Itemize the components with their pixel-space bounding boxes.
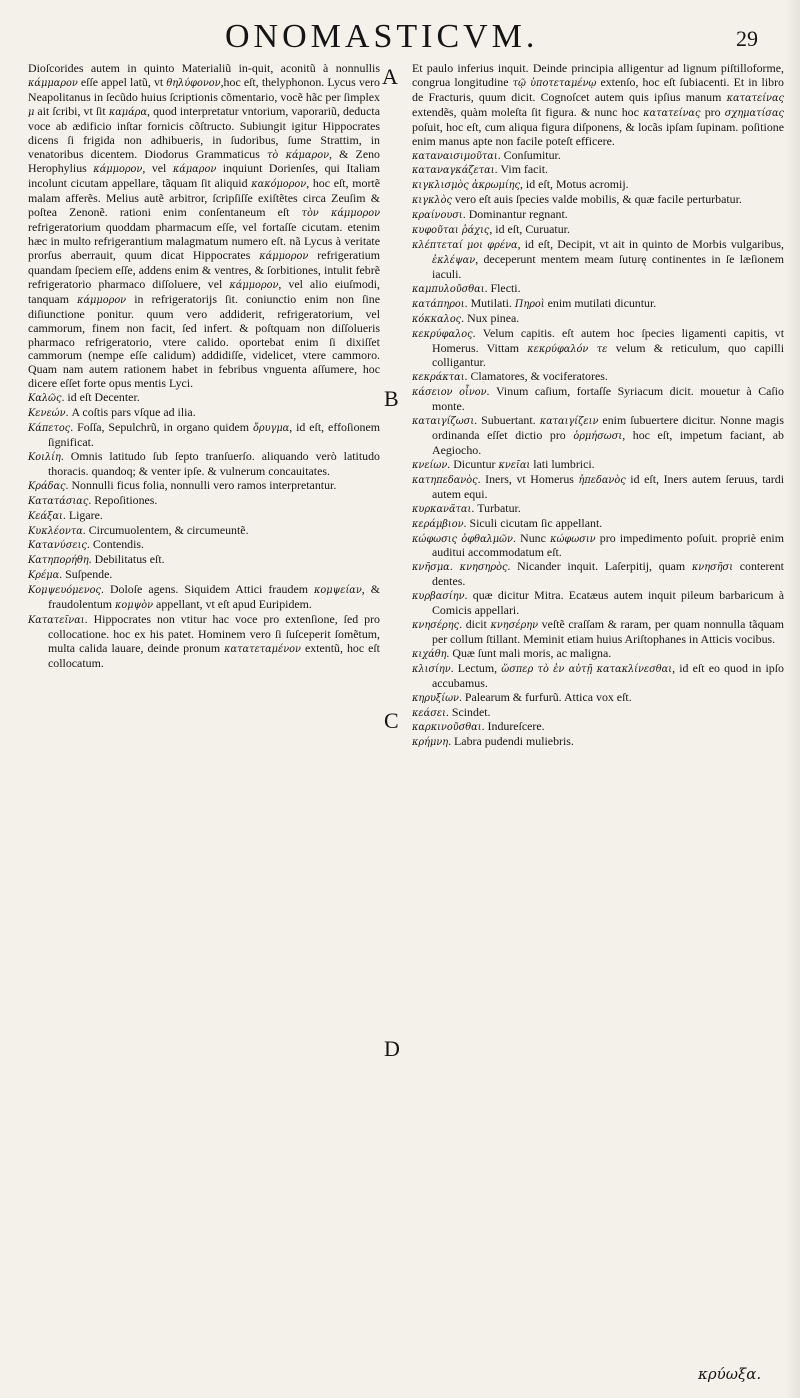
- headword: καρκινοῦσθαι: [412, 722, 482, 734]
- headword: Κατανύσεις: [28, 540, 87, 552]
- entry-text: . Flecti.: [484, 280, 521, 295]
- greek-term: κώφωσιν: [550, 533, 596, 545]
- lexicon-entry: [28, 450, 380, 479]
- lexicon-entry: [28, 391, 380, 406]
- entry-text: . Labra pudendi muliebris.: [448, 734, 574, 749]
- entry-text: . Subuertant.: [474, 413, 540, 428]
- lexicon-entry: [412, 706, 784, 721]
- lexicon-entry: [412, 458, 784, 473]
- entry-text: . Contendis.: [86, 537, 145, 552]
- entry-text: lati lumbrici.: [530, 456, 595, 471]
- greek-term: ὥσπερ τὸ ἐν αὐτῇ κατακλίνεσθαι: [501, 663, 673, 675]
- right-column: [412, 62, 784, 1382]
- lexicon-entry: [28, 613, 380, 671]
- headword: κλέπτεταί μοι φρένα: [412, 240, 518, 252]
- headword: κηρυξίων: [412, 692, 459, 704]
- lexicon-entry: [412, 370, 784, 385]
- headword: κιγκλισμὸς ἀκρωμίης: [412, 180, 520, 192]
- entry-text: , id eſt, Curuatur.: [489, 222, 570, 237]
- entry-text: appellant, vt eſt apud Euripidem.: [153, 597, 312, 612]
- entry-text: , hoc eſt, impetum faciant, ab Aegiocho.: [432, 428, 784, 457]
- lexicon-entry: [412, 178, 784, 193]
- greek-term: καταιγίζειν: [539, 416, 599, 428]
- greek-term: κατατεταμένον: [224, 643, 301, 655]
- lexicon-entry: [412, 327, 784, 371]
- lexicon-entry: [412, 691, 784, 706]
- lexicon-entry: [28, 494, 380, 509]
- greek-term: κάμμορον: [229, 279, 279, 291]
- headword: κατάπηροι: [412, 298, 465, 310]
- headword: καταιγίζωσι: [412, 416, 475, 428]
- greek-term: κομψείαν: [313, 585, 362, 597]
- lexicon-entry: [412, 473, 784, 502]
- lexicon-entry: [412, 238, 784, 282]
- entry-text: . Vim facit.: [494, 162, 549, 177]
- headword: Κατηπορήθη: [28, 555, 89, 567]
- headword: καταναισιμοῦται: [412, 150, 498, 162]
- greek-term: Πηροὶ: [514, 298, 545, 310]
- right-entry-list: [412, 149, 784, 751]
- greek-term: τὸ κάμαρον: [267, 149, 329, 161]
- lexicon-entry: [412, 720, 784, 735]
- lexicon-entry: [28, 421, 380, 450]
- entry-text: . Nicander inquit. Laſerpitij, quam: [507, 559, 692, 574]
- lexicon-entry: [412, 517, 784, 532]
- headword: κυφοῦται ῥάχις: [412, 225, 490, 237]
- entry-text: . Nonnulli ficus folia, nonnulli vero ramos interpretantur.: [65, 477, 337, 492]
- entry-text: . Repoſitiones.: [88, 492, 158, 507]
- catchword: κρύωξα.: [698, 1365, 762, 1383]
- entry-text: . Doloſe agens. Siquidem Attici fraudem: [101, 582, 314, 597]
- left-paragraph: Dioſcorides autem in quinto Materialiũ in-quit, aconitũ à nonnullis κάμμαρον eſſe appel latũ, vt θηλύφονον,hoc eſt, thelyphonon. Lycus vero Neapolitanus in ſecũdo huius ſcriptionis cõmentario, vocẽ hãc per ſimplex μ ait ſcribi, vt ſit καμάρα, quod interpretatur vntorium, vaporariũ, deducta voce ab ædificio inſtar fornicis cõſtructo. Subiungit igitur Hippocrates dicens ſi frigida non adhibueris, in ſudoribus, ſume Strattim, in venatoribus dicentem. Diodorus Grammaticus τὸ κάμαρον, & Zeno Herophylius κάμμορον, vel κάμαρον inquiunt Dorienſes, qui Italiam incolunt cicutam appellare, tãquam ſit aliquid κακόμορον, hoc eſt, mortẽ malam afferẽs. Melius autẽ arbitror, ſcripſiſſe exiſtẽtes circa Zeuſim & poſtea Zenonẽ. rationi enim conſentaneum eſt τὸν κάμμορον refrigeratorium quoddam pharmacum eſſe, vel fortaſſe cicutam. etenim hæc in multo refrigerantium malagmatum numero eſt. nã Lycus à veritate prorſus aberrauit, quum dicat Hippocrates κάμμορον refrigeratium quandam ſpeciem eſſe, addens enim & ventres, & ſorbitiones, intulit febrẽ refrigeratorio pharmaco diſſoluere, vel κάμμορον, vel alio eiuſmodi, tanquam κάμμορον in refrigeratorijs ſit. coniunctio enim non ſine diſiunctione ponitur. quum vero addiderit, refrigeratorium, vel cammorum, finem non facit, ſed infert. & poſtquam non diſſolueris pharmaco refrigeratorio, vtere calido. oportebat enim ſi dixiſſet cammorum (nempe eſſe calidum) addidiſſe, videlicet, vtere cammoro. Quam nam autem rationem habet in febribus vnguenta aſſumere, hoc dicere eſſet forte opus mentis Lyci.: [28, 61, 381, 391]
- greek-term: τὸν κάμμορον: [301, 208, 380, 220]
- greek-term: κνησῆσι: [691, 562, 734, 574]
- greek-term: μ: [28, 106, 35, 118]
- entry-text: . Scindet.: [445, 704, 491, 719]
- headword: Κεάξαι: [28, 510, 63, 522]
- headword: κνησέρης: [412, 620, 460, 632]
- entry-text: . Ligare.: [62, 507, 103, 522]
- entry-text: id eſt, Iners autem ſeruus, tardi autem equi.: [432, 471, 784, 501]
- greek-term: κακόμορον: [251, 179, 307, 191]
- lexicon-entry: [412, 618, 784, 647]
- headword: κώφωσις ὀφθαλμῶν: [412, 533, 513, 545]
- headword: Κυκλέοντα: [28, 525, 83, 537]
- entry-text: , & fraudolentum: [48, 582, 380, 612]
- lexicon-entry: [412, 414, 784, 458]
- headword: κυρβασίην: [412, 591, 465, 603]
- running-header: [0, 18, 800, 58]
- entry-text: pro impedimento poſuit. propriè enim auditui accommodatum eſt.: [432, 530, 784, 560]
- entry-text: , id eſt, effoſionem ſignificat.: [48, 420, 380, 449]
- entry-text: . Hippocrates non vtitur hac voce pro extenſione, ſed pro collocatione. hoc ex his patet. Hominem vero ſi ſuſceperit ſomẽtum, multa calida lauare, deinde pronum: [48, 612, 380, 655]
- entry-text: . Foſſa, Sepulchrũ, in organo quidem: [70, 420, 253, 435]
- headword: κόκκαλος: [412, 313, 462, 325]
- headword: κιγκλὸς: [412, 195, 452, 207]
- entry-text: . Dicuntur: [447, 456, 499, 471]
- entry-text: , deceperunt mentem meam ſuturę continentes in ſe læſionem iaculi.: [432, 251, 784, 281]
- lexicon-entry: [412, 163, 784, 178]
- entry-text: enim ſubuertere dicitur. Nonne magis ordinanda eſſet dictio pro: [432, 413, 784, 443]
- entry-text: . Nunc: [512, 530, 551, 545]
- headword: καταναγκάζεται: [412, 165, 495, 177]
- greek-term: καμάρα: [108, 106, 148, 118]
- lexicon-entry: [28, 509, 380, 524]
- lexicon-entry: [412, 502, 784, 517]
- headword: Κοιλίη: [28, 451, 61, 463]
- headword: κεκρύφαλος: [412, 328, 473, 340]
- margin-marker-d: D: [384, 1036, 400, 1061]
- margin-marker-b: B: [384, 386, 399, 411]
- greek-term: τῷ ὑποτεταμένῳ: [512, 77, 597, 89]
- entry-text: . Nux pinea.: [461, 310, 520, 325]
- lexicon-entry: [412, 149, 784, 164]
- headword: Κατατεῖναι: [28, 615, 85, 627]
- headword: κρήμνη: [412, 737, 449, 749]
- entry-text: . Circumuolentem, & circumeuntẽ.: [82, 522, 249, 537]
- greek-term: κεκρύφαλόν τε: [527, 343, 608, 355]
- headword: κεκράκται: [412, 372, 465, 384]
- lexicon-entry: [412, 385, 784, 414]
- headword: κραίνουσι: [412, 210, 463, 222]
- lexicon-entry: [412, 589, 784, 618]
- lexicon-entry: [412, 297, 784, 312]
- greek-term: ἠπεδανὸς: [578, 474, 626, 486]
- entry-text: , id eſt, Decipit, vt ait in quinto de Morbis vulgaribus,: [517, 237, 784, 252]
- lexicon-entry: [28, 479, 380, 494]
- headword: Καλῶς: [28, 393, 62, 405]
- headword: κυρκανᾶται: [412, 503, 472, 515]
- entry-text: vero eſt auis ſpecies valde mobilis, & quæ facile perturbatur.: [451, 192, 742, 207]
- lexicon-entry: [28, 553, 380, 568]
- entry-text: . Turbatur.: [471, 500, 521, 515]
- headword: κλισίην: [412, 663, 451, 675]
- margin-marker-c: C: [384, 708, 399, 733]
- entry-text: extentũ, hoc eſt collocatum.: [48, 640, 380, 670]
- entry-text: . Lectum,: [450, 660, 502, 675]
- lexicon-entry: [412, 735, 784, 750]
- headword: κεράμβιον: [412, 518, 464, 530]
- greek-term: ἐκλέψαν: [432, 254, 476, 266]
- entry-text: . Palearum & furfurũ. Attica vox eſt.: [458, 689, 632, 704]
- headword: Κατατάσιας: [28, 495, 89, 507]
- entry-text: . Suſpende.: [59, 567, 113, 582]
- greek-term: κομψὸν: [115, 600, 154, 612]
- page-number: 29: [736, 26, 758, 51]
- page-title: ONOMASTICVM.: [225, 18, 539, 55]
- entry-text: , id eſt eo quod in ipſo accubamus.: [432, 660, 784, 690]
- left-column: [28, 62, 380, 1382]
- headword: κατηπεδανὸς: [412, 474, 478, 486]
- lexicon-entry: [412, 223, 784, 238]
- entry-text: . dicit: [459, 617, 491, 632]
- entry-text: velum & reticulum, quo capilli colligantur.: [432, 340, 785, 370]
- lexicon-entry: [28, 406, 380, 421]
- entry-text: . Indureſcere.: [481, 719, 545, 734]
- lexicon-entry: [28, 568, 380, 583]
- greek-term: κάμμορον: [77, 294, 127, 306]
- headword: Κάπετος: [28, 423, 71, 435]
- greek-term: ὄρυγμα: [252, 423, 290, 435]
- greek-term: ὁρμήσωσι: [573, 431, 623, 443]
- lexicon-entry: [412, 282, 784, 297]
- lexicon-entry: [412, 193, 784, 208]
- entry-text: . quæ dicitur Mitra. Ecatæus autem inquit pileum barbaricum à Comicis appellari.: [432, 588, 784, 618]
- left-entry-list: [28, 391, 380, 671]
- headword: Κράδας: [28, 480, 66, 492]
- entry-text: . Omnis latitudo ſub ſepto tranſuerſo. aliquando verò latitudo thoracis. quandoq; & venter ipſe. & vulnerum concauitates.: [48, 448, 380, 478]
- lexicon-entry: [28, 524, 380, 539]
- entry-text: . Conſumitur.: [497, 147, 561, 162]
- page-edge-shadow: [785, 0, 800, 1398]
- greek-term: κατατείνας: [726, 92, 784, 104]
- greek-term: σχηματίσας: [724, 107, 784, 119]
- headword: κνῆσμα. κνησηρὸς: [412, 562, 508, 574]
- lexicon-entry: [412, 560, 784, 589]
- greek-term: κατατείνας: [643, 107, 701, 119]
- greek-term: κάμμαρον: [28, 77, 78, 89]
- headword: κεάσει: [412, 707, 446, 719]
- entry-text: . Velum capitis. eſt autem hoc ſpecies ligamenti capitis, vt Homerus. Vittam: [432, 325, 784, 355]
- lexicon-entry: [412, 647, 784, 662]
- headword: καμπυλοῦσθαι: [412, 283, 485, 295]
- greek-term: κνησέρην: [490, 620, 539, 632]
- lexicon-entry: [28, 583, 380, 613]
- right-paragraph: Et paulo inferius inquit. Deinde principia alligentur ad lignum piſtilloforme, congrua longitudine τῷ ὑποτεταμένῳ extenſo, hoc eſt ſubiacenti. Et in libro de Fracturis, quum dicit. Cognoſcet autem quis ipſius manum κατατείνας extendẽs, quàm moleſta ſit figura. & nunc hoc κατατείνας pro σχηματίσας poſuit, hoc eſt, cum aliqua figura diſponens, & locãs ipſam ſupinam. poſitione enim manus apte non facile poteſt efficere.: [412, 61, 784, 148]
- entry-text: , id eſt, Motus acromij.: [519, 177, 629, 192]
- entry-text: . id eſt Decenter.: [61, 390, 140, 405]
- entry-text: . Clamatores, & vociferatores.: [464, 369, 608, 384]
- headword: κάσειον οἶνον: [412, 387, 487, 399]
- entry-text: veſtẽ craſſam & raram, per quam nonnulla tãquam per collum ſtillant. Meminit etiam huius Ariſtophanes in Atticis vocibus.: [432, 617, 784, 646]
- greek-term: κάμαρον: [172, 164, 217, 176]
- entry-text: . Debilitatus eſt.: [88, 552, 165, 567]
- headword: Κενεών: [28, 408, 66, 420]
- entry-text: . Quæ ſunt mali moris, ac maligna.: [446, 645, 612, 660]
- entry-text: . Iners, vt Homerus: [477, 471, 579, 486]
- greek-term: κνεῖαι: [498, 459, 531, 471]
- lexicon-entry: [28, 538, 380, 553]
- lexicon-entry: [412, 532, 784, 561]
- headword: Κρέμα: [28, 570, 60, 582]
- greek-term: κάμμορον: [93, 164, 143, 176]
- lexicon-entry: [412, 312, 784, 327]
- greek-term: θηλύφονον: [166, 77, 221, 89]
- entry-text: . Dominantur regnant.: [462, 207, 568, 222]
- entry-text: . Vinum caſium, fortaſſe Syriacum dicit. mouetur à Caſio monte.: [432, 384, 784, 414]
- headword: κνείων: [412, 459, 448, 471]
- greek-term: κάμμορον: [259, 250, 309, 262]
- entry-text: . Siculi cicutam ſic appellant.: [463, 515, 603, 530]
- lexicon-entry: [412, 662, 784, 691]
- entry-text: . Mutilati.: [464, 295, 515, 310]
- entry-text: . A coſtis pars vſque ad ilia.: [65, 405, 196, 420]
- headword: Κομψευόμενος: [28, 585, 101, 597]
- headword: κιχάθη: [412, 648, 447, 660]
- margin-marker-a: A: [382, 64, 398, 89]
- entry-text: enim mutilati dicuntur.: [544, 295, 657, 310]
- entry-text: conterent dentes.: [432, 559, 784, 589]
- lexicon-entry: [412, 208, 784, 223]
